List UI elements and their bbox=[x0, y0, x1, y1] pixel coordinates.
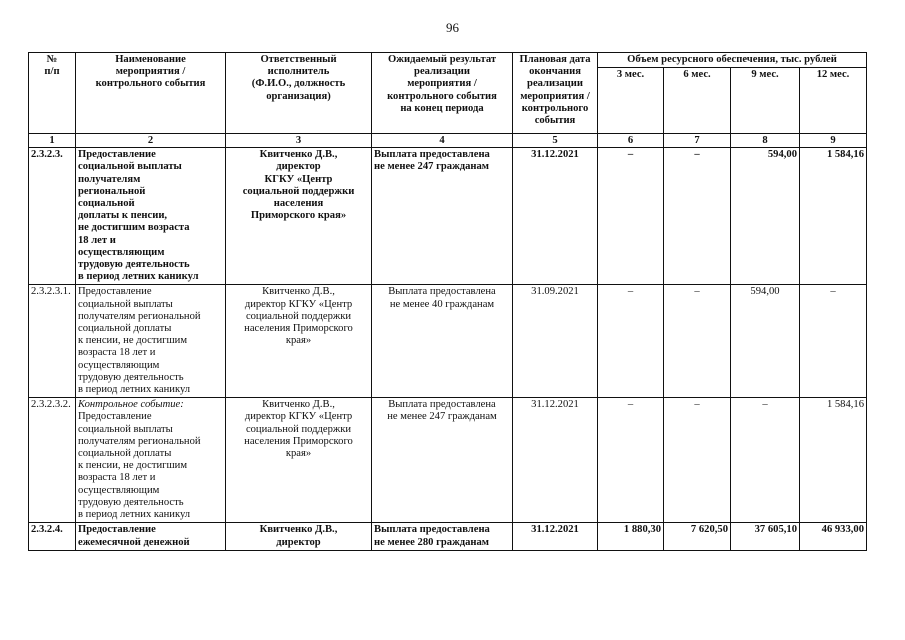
row-m6: – bbox=[664, 148, 731, 285]
row-date: 31.09.2021 bbox=[513, 285, 598, 398]
row-executor: Квитченко Д.В., директор КГКУ «Центр социальной поддержки населения Приморского края» bbox=[226, 285, 372, 398]
row-name: Предоставление социальной выплаты получателям региональной социальной доплаты к пенсии, не достигшим возраста 18 лет и осуществляющим трудовую деятельность в период летних каникул bbox=[76, 148, 226, 285]
col-number: 2 bbox=[76, 134, 226, 148]
row-m3: – bbox=[598, 148, 664, 285]
row-executor: Квитченко Д.В., директор КГКУ «Центр социальной поддержки населения Приморского края» bbox=[226, 398, 372, 523]
header-m9: 9 мес. bbox=[731, 68, 800, 134]
header-date: Плановая дата окончания реализации мероприятия / контрольного события bbox=[513, 53, 598, 134]
row-m9: – bbox=[731, 398, 800, 523]
row-num: 2.3.2.3. bbox=[29, 148, 76, 285]
header-num: № п/п bbox=[29, 53, 76, 134]
col-number: 6 bbox=[598, 134, 664, 148]
row-m12: – bbox=[800, 285, 867, 398]
control-event-label: Контрольное событие: bbox=[78, 399, 184, 411]
row-date: 31.12.2021 bbox=[513, 398, 598, 523]
row-result: Выплата предоставлена не менее 247 гражданам bbox=[372, 398, 513, 523]
col-number: 1 bbox=[29, 134, 76, 148]
row-num: 2.3.2.4. bbox=[29, 523, 76, 550]
header-executor: Ответственный исполнитель (Ф.И.О., должность организация) bbox=[226, 53, 372, 134]
col-number: 5 bbox=[513, 134, 598, 148]
row-m9: 594,00 bbox=[731, 148, 800, 285]
col-number: 8 bbox=[731, 134, 800, 148]
row-name-cell bbox=[76, 398, 226, 523]
row-m6: – bbox=[664, 398, 731, 523]
row-result: Выплата предоставлена не менее 247 гражданам bbox=[372, 148, 513, 285]
header-resources: Объем ресурсного обеспечения, тыс. рублей bbox=[598, 53, 867, 68]
row-executor: Квитченко Д.В., директор КГКУ «Центр социальной поддержки населения Приморского края» bbox=[226, 148, 372, 285]
row-m12: 1 584,16 bbox=[800, 398, 867, 523]
row-m3: – bbox=[598, 285, 664, 398]
table-row bbox=[29, 148, 867, 285]
row-name: Предоставление социальной выплаты получателям региональной социальной доплаты к пенсии, не достигшим возраста 18 лет и осуществляющим трудовую деятельность в период летних каникул bbox=[78, 411, 201, 521]
header-result: Ожидаемый результат реализации мероприятия / контрольного события на конец периода bbox=[372, 53, 513, 134]
row-num: 2.3.2.3.2. bbox=[29, 398, 76, 523]
row-result: Выплата предоставлена не менее 280 гражданам bbox=[372, 523, 513, 550]
resource-table bbox=[28, 52, 867, 551]
header-m12: 12 мес. bbox=[800, 68, 867, 134]
row-m9: 37 605,10 bbox=[731, 523, 800, 550]
row-m6: – bbox=[664, 285, 731, 398]
row-name: Предоставление социальной выплаты получателям региональной социальной доплаты к пенсии, не достигшим возраста 18 лет и осуществляющим трудовую деятельность в период летних каникул bbox=[76, 285, 226, 398]
col-number: 4 bbox=[372, 134, 513, 148]
table-row bbox=[29, 285, 867, 398]
header-m6: 6 мес. bbox=[664, 68, 731, 134]
col-number: 7 bbox=[664, 134, 731, 148]
row-m12: 46 933,00 bbox=[800, 523, 867, 550]
col-number: 9 bbox=[800, 134, 867, 148]
row-date: 31.12.2021 bbox=[513, 523, 598, 550]
row-m3: 1 880,30 bbox=[598, 523, 664, 550]
row-m3: – bbox=[598, 398, 664, 523]
table-row bbox=[29, 523, 867, 550]
row-date: 31.12.2021 bbox=[513, 148, 598, 285]
row-m6: 7 620,50 bbox=[664, 523, 731, 550]
col-number: 3 bbox=[226, 134, 372, 148]
row-executor: Квитченко Д.В., директор bbox=[226, 523, 372, 550]
row-name: Предоставление ежемесячной денежной bbox=[76, 523, 226, 550]
header-m3: 3 мес. bbox=[598, 68, 664, 134]
page-number: 96 bbox=[446, 20, 459, 35]
row-num: 2.3.2.3.1. bbox=[29, 285, 76, 398]
header-name: Наименование мероприятия / контрольного события bbox=[76, 53, 226, 134]
table-row bbox=[29, 398, 867, 523]
row-m9: 594,00 bbox=[731, 285, 800, 398]
row-m12: 1 584,16 bbox=[800, 148, 867, 285]
row-result: Выплата предоставлена не менее 40 гражданам bbox=[372, 285, 513, 398]
